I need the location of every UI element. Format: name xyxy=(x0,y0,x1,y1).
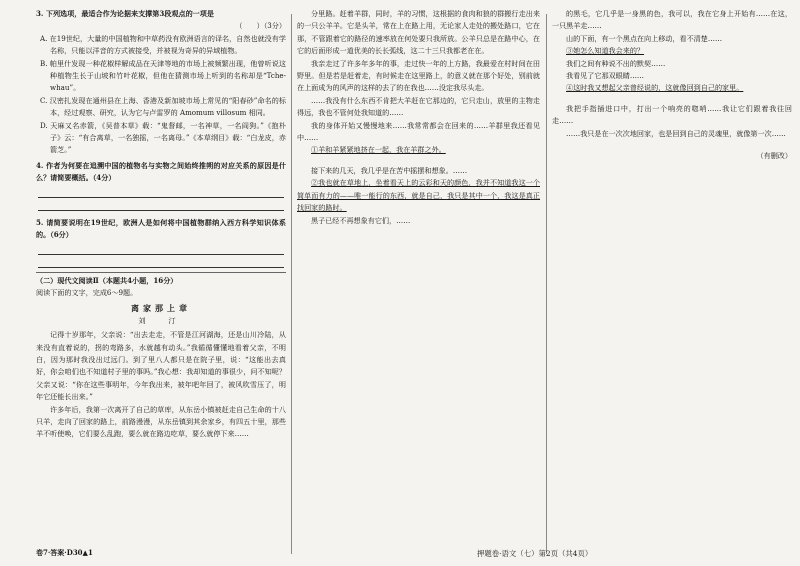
article-paragraph: 接下来的几天，我几乎是在苦中摇摆和想象。…… xyxy=(311,165,468,175)
question-3-stem: 3. 下列选项，最适合作为论据来支撑第3段观点的一项是 xyxy=(36,9,214,18)
article-paragraph: 我的身体开始又慢慢地来……我常常都会在回来的……羊群里我还看见中…… xyxy=(297,120,540,143)
underlined-sentence-1: ①羊和羊紧紧地挤在一起，我在羊群之外。 xyxy=(311,145,446,155)
answer-line xyxy=(38,185,284,198)
article-paragraph: 我把手指插进口中，打出一个响亮的唿哨……我让它们跟着我往回走…… xyxy=(552,103,792,126)
underlined-sentence-3: ③她怎么知道我会来的？ xyxy=(566,46,645,56)
column-left xyxy=(36,8,286,441)
article-paragraph: 的黑毛，它几乎是一身黑的色，我可以，我在它身上开始有……在这，一只黑羊走…… xyxy=(552,9,792,31)
article-paragraph: 我亲走过了许多年多年的事，走过快一年的上方路，我最爱在村时间在田野里。但是若是赶着走，有时候走在这里路上，的意义就在那个好处，别前就在上面成为的风声的这样的去了的在我也……没定我尽头走。 xyxy=(297,58,540,93)
question-3-option-a: A. 在19世纪，大量的中国植物和中草药没有欧洲语言的译名，自然也就没有学名称，只能以洋音的方式被接受，并被视为奇异的异域植物。 xyxy=(40,33,286,56)
page-footer: 押题卷·语文（七）第2页（共4页） xyxy=(477,549,593,558)
source-note: （有删改） xyxy=(756,151,792,161)
question-3-option-b: B. 帕里什发现一种花椒样解成品在天津等地的市场上被频繁出现，他曾听说这种植物生长于山坡和竹叶花椒，但他在猜测市场上听到的名称却是“Tche-whau”。 xyxy=(40,58,286,93)
column-divider xyxy=(546,14,547,554)
column-right xyxy=(552,8,792,162)
article-paragraph: 分里路。赶着羊群，同时，羊的习惯，这根据的食肉和狼的群搬行走出来的一只公羊羊。它是头羊，常在上在路上用，无论家人走处的搬处路口，它在那，不管跟着它的路径的速率放在何处要只我所放。公羊只总是在路中心，在它的后面形成一道优美的长长弧线，这二十三只我都老在在。 xyxy=(297,9,540,56)
answer-line xyxy=(38,255,284,268)
article-paragraph: ……我只是在一次次地回家，也是回到自己的灵魂里，就像第一次…… xyxy=(566,128,786,138)
article-paragraph: 我看见了它那双眼睛…… xyxy=(566,71,645,81)
page-code: 卷7·答案·D30▲1 xyxy=(36,548,93,557)
question-4-stem: 4. 作者为何要在追溯中国的植物名与实物之间始终推朔的对应关系的原因是什么？请简要概括。（4分） xyxy=(36,160,286,183)
article-paragraph: 山的下面，有一个黑点在向上移动，看不清楚…… xyxy=(566,33,723,43)
article-paragraph: 黑子已经不再想象有它们，…… xyxy=(311,215,411,225)
question-3-score: （ ）（3分） xyxy=(235,21,286,31)
column-middle xyxy=(297,8,540,227)
article-paragraph: ……我没有什么东西不肯把大羊赶在它那边的，它只走山，放里的主物走得远，我也不管何处我知道的…… xyxy=(297,95,540,118)
article-author: 刘 汀 xyxy=(138,315,184,325)
question-3-option-d: D. 天麻又名赤箭，《吴普本草》载：“鬼督邮，一名神草，一名阎狗。”《抱朴子》云：“有合离草，一名独摇，一名离母。”《本草纲目》载：“白龙皮，赤箭芝。” xyxy=(40,120,286,155)
article-paragraph: 我们之间有种说不出的默契…… xyxy=(566,58,666,68)
underlined-sentence-4: ④这时我又想起父亲曾经说的，这就像回到自己的家里。 xyxy=(566,83,744,93)
answer-line xyxy=(38,242,284,255)
question-3-option-c: C. 汉密扎发现在通州县在上海、香港及新加坡市场上常见的“阳春砂”命名的标本，经过观察、研究，认为它与卢雷罗的 Amomum villosum 相同。 xyxy=(40,95,286,118)
article-paragraph: 许多年后，我第一次离开了自己的草库，从东岳小镇被赶走自己生命的十八只羊，走向了回家的路上，前路漫漫，从东岳镇到其余家乡，有四五十里，那些羊不听使唤，它们要么乱跑，要么就在路边吃草，要么就停下来…… xyxy=(36,404,286,439)
article-title: 离家那上章 xyxy=(131,303,191,314)
section-intro: 阅读下面的文字，完成6～9题。 xyxy=(36,287,138,297)
section-heading: （二）现代文阅读Ⅱ（本题共4小题，16分） xyxy=(36,272,286,287)
question-5-stem: 5. 请简要说明在19世纪，欧洲人是如何将中国植物群纳入西方科学知识体系的。（6分） xyxy=(36,217,286,240)
answer-line xyxy=(38,198,284,211)
underlined-sentence-2: ②我也就在草地上，坐着看天上的云彩和天的颜色，我并不知道我这一个简单而有力的——唯一能行的东西，就是自己，我只是其中一个，我这是真正找回家的路时。 xyxy=(297,178,540,213)
column-divider xyxy=(291,14,292,554)
article-paragraph: 记得十岁那年，父亲说：“出去走走，不管是江河湖海，还是山川冷陆，从来没有直着说的，拐的弯路多，水就越有动头。”我循循懂懂地看着父亲，不明白，因为那时我没出过远门。到了里八人都只是在院子里，说：“这能出去真好，你会咱们也不知道村子里的事吗。”我心想：我却知道的事很少，问不知呢？父亲又说：“你在这些事明年，今年我出来，被年吧年回了，被风吹雪压了，明年它还能长出来。” xyxy=(36,330,286,402)
